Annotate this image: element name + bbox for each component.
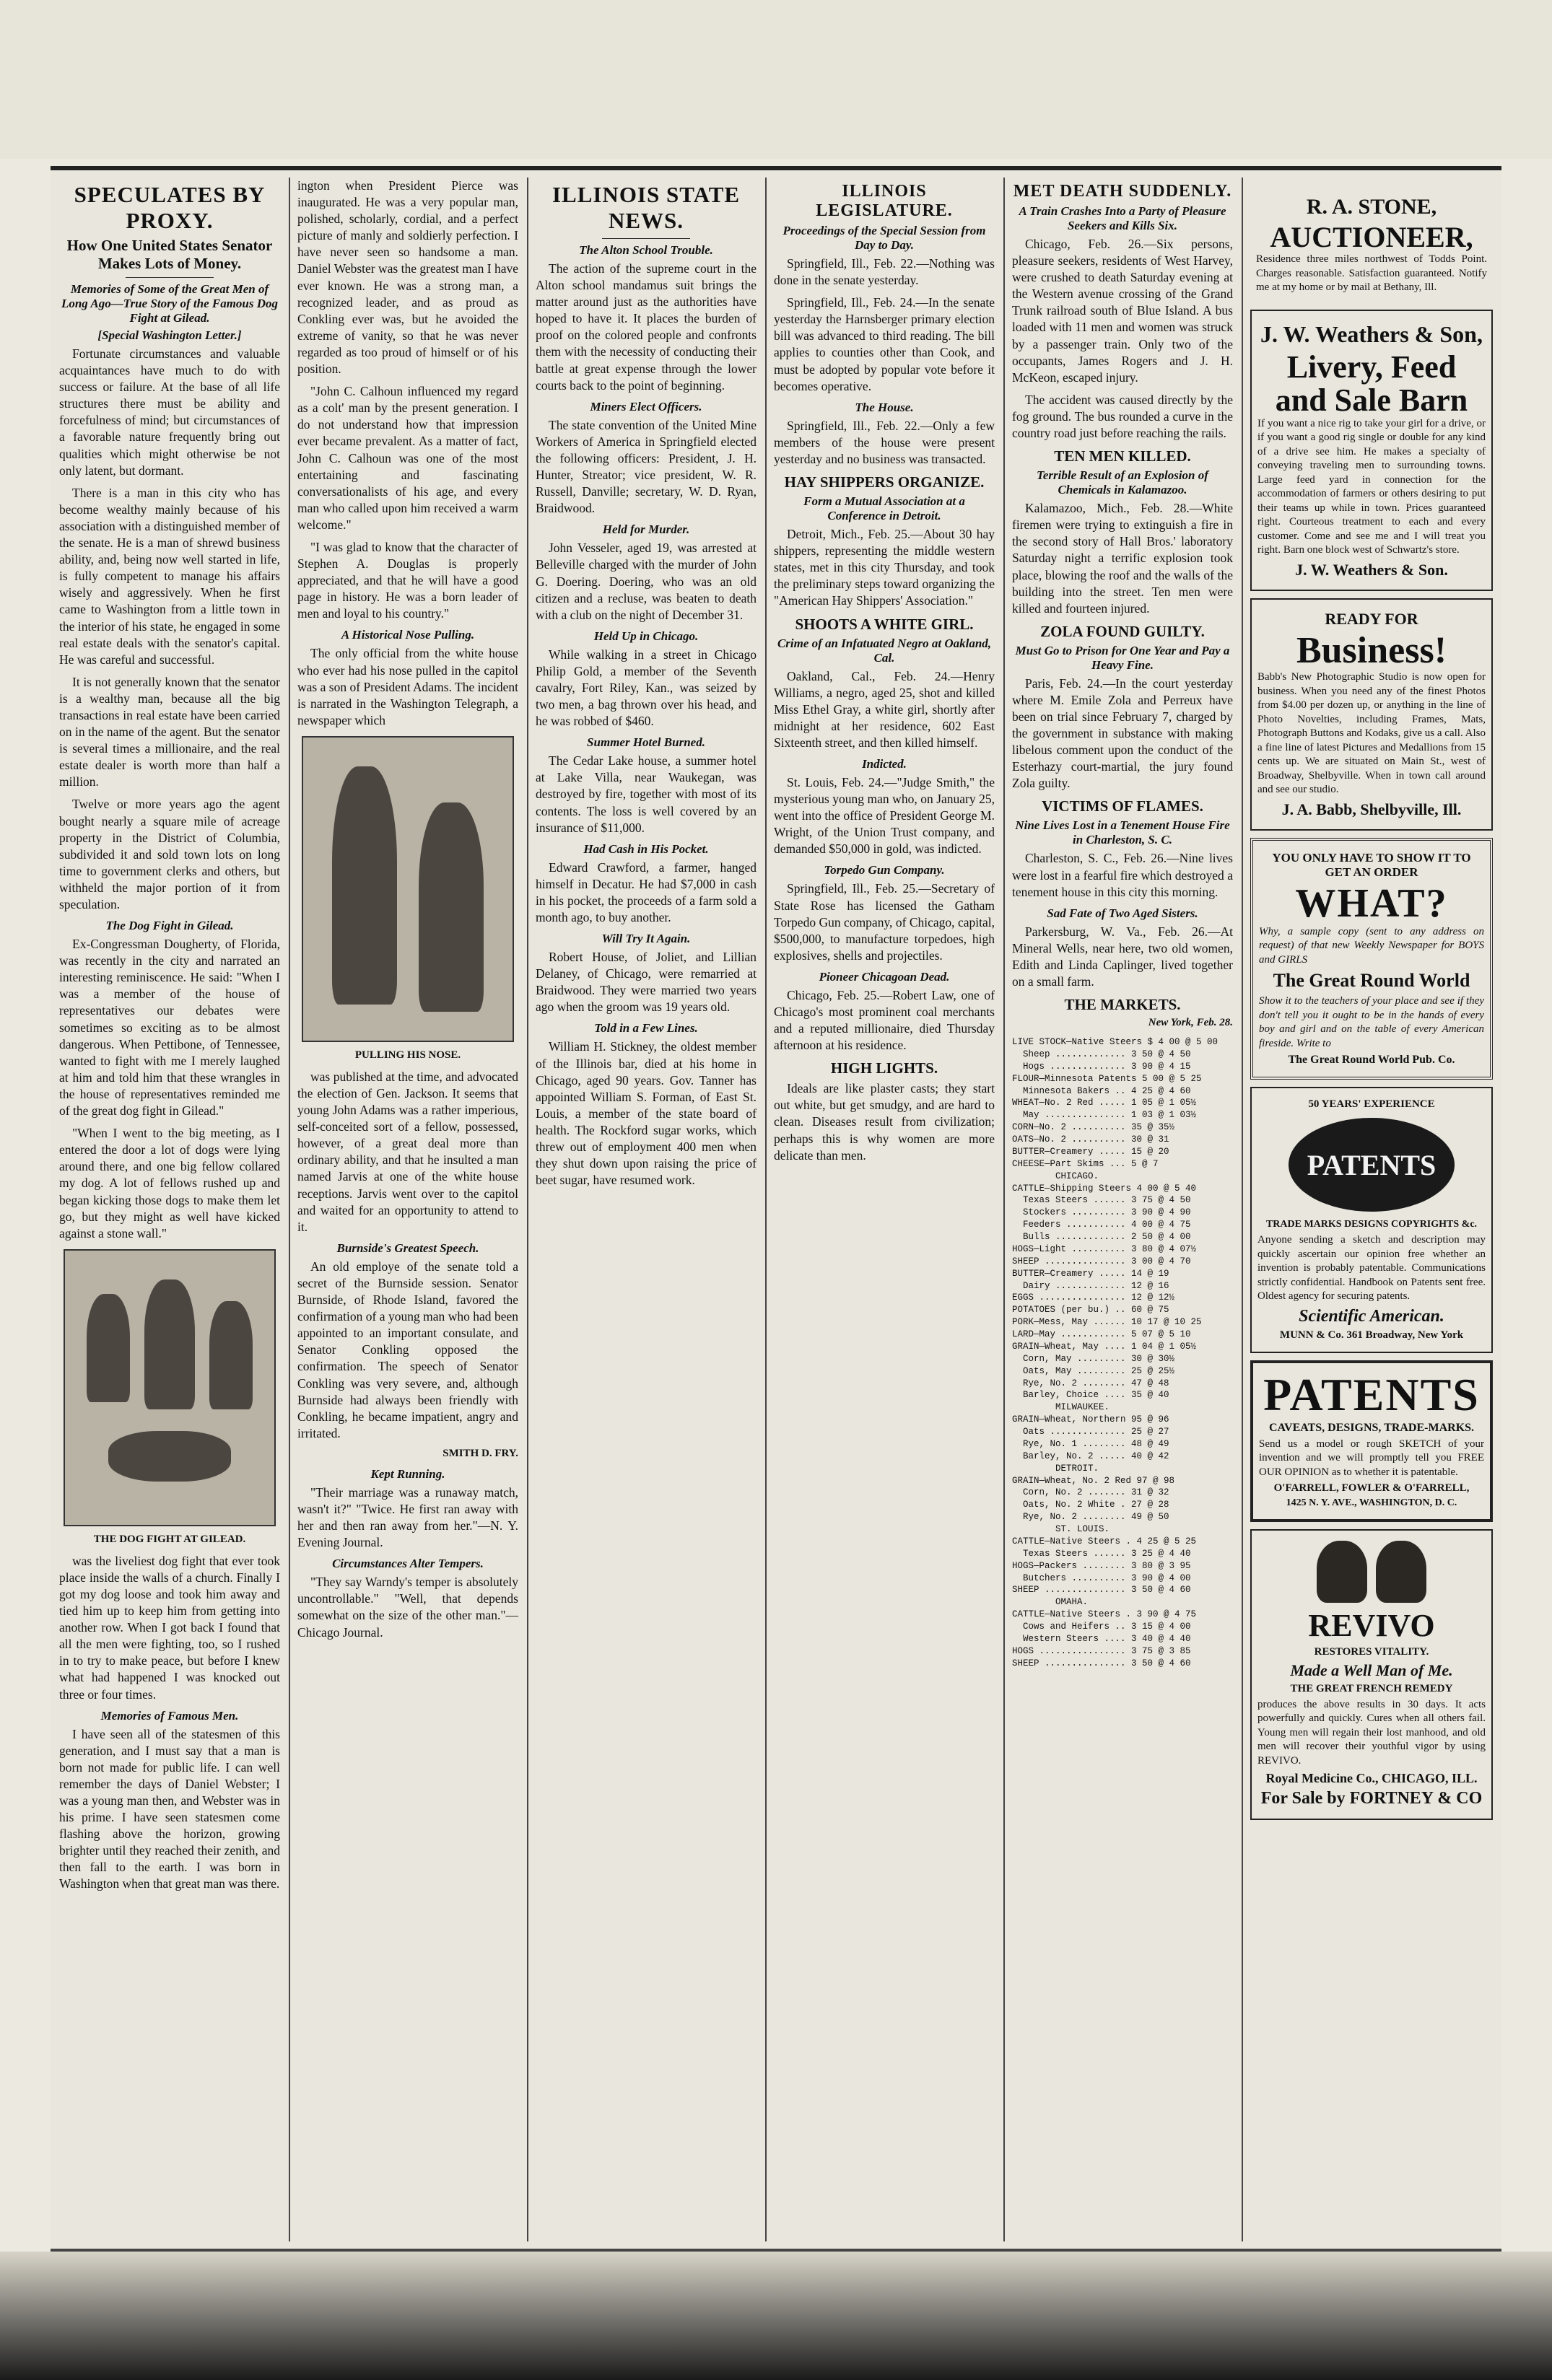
caption: THE DOG FIGHT AT GILEAD. <box>93 1533 246 1545</box>
paragraph: Oakland, Cal., Feb. 24.—Henry Williams, a negro, aged 25, shot and killed Miss Ethel Gray, a white girl, shortly after midnight at her residence, 602 East Sixteenth street, and then killed himself. <box>774 668 995 750</box>
section-head: Will Try It Again. <box>601 932 691 946</box>
headline-legislature: ILLINOIS LEGISLATURE. <box>816 182 953 220</box>
ad-body: Send us a model or rough SKETCH of your invention and we will promptly tell you FREE OUR OPINION as to whether it is patentable. <box>1259 1438 1484 1478</box>
deck: Crime of an Infatuated Negro at Oakland, Cal. <box>777 636 992 665</box>
headline-illinois-news: ILLINOIS STATE NEWS. <box>552 182 741 233</box>
paragraph: was published at the time, and advocated the election of Gen. Jackson. It seems that young John Adams was a rather imperious, self-conceited sort of a fellow, possessed, however, of a great deal more than ordinary ability, and that he insulted a man named Jarvis at one of the white house receptions. Jarvis went over to the capitol and waited for an opportunity to attend to it. <box>297 1069 518 1234</box>
ad-sub: RESTORES VITALITY. <box>1314 1645 1429 1658</box>
ad-sci: Scientific American. <box>1299 1306 1444 1326</box>
ad-body: Residence three miles northwest of Todds Point. Charges reasonable. Satisfaction guaranteed. Notify me at my home or by mail at Bethany, Ill. <box>1256 253 1487 293</box>
section-head: Held for Murder. <box>602 522 690 537</box>
section-head: Kept Running. <box>370 1466 445 1481</box>
ad-title: PATENTS <box>1263 1368 1480 1420</box>
ad-signature: MUNN & Co. 361 Broadway, New York <box>1279 1329 1464 1341</box>
paragraph: Charleston, S. C., Feb. 26.—Nine lives were lost in a fearful fire which destroyed a tenement house in this city this morning. <box>1012 851 1233 899</box>
section-head: VICTIMS OF FLAMES. <box>1042 797 1203 815</box>
paragraph: Edward Crawford, a farmer, hanged himself in Decatur. He had $7,000 in cash in his pocket, the proceeds of a farm sold a month ago, to buy another. <box>536 859 757 924</box>
deck: Must Go to Prison for One Year and Pay a Heavy Fine. <box>1015 643 1230 672</box>
section-head: SHOOTS A WHITE GIRL. <box>795 615 974 633</box>
paragraph: ington when President Pierce was inaugurated. He was a very popular man, polished, scholarly, cordial, and a perfect picture of manly and soldierly perfection. I have never seen so handsome a man. Daniel Webster was the greatest man I have ever known. He was a strong man, a recognized leader, and as proud as Conkling ever was, but he avoided the extreme of vanity, so that he was never regarded as too proud of himself or of his position. <box>297 178 518 377</box>
ad-name: R. A. STONE, <box>1306 195 1437 219</box>
deck: Terrible Result of an Explosion of Chemicals in Kalamazoo. <box>1037 468 1208 497</box>
top-rule <box>51 166 1501 170</box>
ad-body: Why, a sample copy (sent to any address on request) of that new Weekly Newspaper for BOYS and GIRLS <box>1259 925 1484 966</box>
paragraph: was the liveliest dog fight that ever took place inside the walls of a church. Finally I got my dog loose and took him away and tied him up to keep him from getting into another row. When I got back I found that all the men were fighting, too, so I rushed in to try to make peace, but before I knew what had happened I was knocked out three or four times. <box>59 1553 280 1702</box>
deck: Nine Lives Lost in a Tenement House Fire in Charleston, S. C. <box>1015 818 1230 847</box>
ad-signature: J. W. Weathers & Son. <box>1295 560 1448 579</box>
ad-patents-ofarrell <box>1250 1360 1493 1523</box>
markets-date: New York, Feb. 28. <box>1148 1017 1233 1029</box>
ad-address: 1425 N. Y. AVE., WASHINGTON, D. C. <box>1286 1497 1457 1509</box>
ad-body: Anyone sending a sketch and description may quickly ascertain our opinion free whether an invention is probably patentable. Communications strictly confidential. Handbook on Patents sent free. Oldest agency for securing patents. <box>1257 1234 1486 1303</box>
nose-pulling-illustration <box>302 736 514 1042</box>
ad-signature: O'FARRELL, FOWLER & O'FARRELL, <box>1273 1482 1470 1495</box>
ad-revivo <box>1250 1529 1493 1820</box>
ad-body: If you want a nice rig to take your girl for a drive, or if you want a good rig single or double for any kind of a drive see him. He makes a specialty of conveying traveling men to surrounding towns. Large feed yard in connection for the accommodation of farmers or others desiring to put their teams up while in town. Prices guaranteed right. Courteous treatment to each and every customer. Come and see me and I will treat you right. Barn one block west of Schwartz's store. <box>1257 417 1486 556</box>
subhead: How One United States Senator Makes Lots of Money. <box>66 237 273 272</box>
paragraph: I have seen all of the statesmen of this generation, and I must say that a man is born not made for public life. I can well remember the days of Daniel Webster; I was a young man then, and Webster was in his prime. I have seen statesmen come flashing above the horizon, growing brighter until they reached their zenith, and then fall to the earth. I was born in Washington when that great man was there. <box>59 1726 280 1891</box>
column-1 <box>55 178 284 2241</box>
ad-top: YOU ONLY HAVE TO SHOW IT TO GET AN ORDER <box>1272 850 1471 879</box>
ad-patents-munn <box>1250 1087 1493 1353</box>
paragraph: St. Louis, Feb. 24.—"Judge Smith," the mysterious young man who, on January 25, went into the office of President George M. Wright, of the Union Trust company, and demanded $50,000 in gold, was indicted. <box>774 774 995 857</box>
headline-met-death: MET DEATH SUDDENLY. <box>1013 182 1232 201</box>
paragraph: The action of the supreme court in the Alton school mandamus suit brings the matter around just as the authorities have hoped to have it. It places the burden of proof on the colored people and confronts them with the necessity of conducting their battle at great expense through the lower courts back to the point of beginning. <box>536 261 757 393</box>
ad-tagline: Made a Well Man of Me. <box>1290 1661 1453 1679</box>
section-head: HIGH LIGHTS. <box>830 1059 938 1077</box>
section-head: Miners Elect Officers. <box>590 399 702 414</box>
paragraph: The state convention of the United Mine Workers of America in Springfield elected the following officers: President, J. H. Hunter, Streator; vice president, W. R. Russell, Danville; secretary, W. D. Ryan, Braidwood. <box>536 417 757 516</box>
scan-margin-top <box>0 0 1552 159</box>
column-ads <box>1246 178 1497 2241</box>
ad-title: PATENTS <box>1289 1118 1455 1212</box>
section-head: HAY SHIPPERS ORGANIZE. <box>784 473 985 491</box>
paragraph: An old employe of the senate told a secret of the Burnside session. Senator Burnside, of Rhode Island, favored the confirmation of a young man who had been appointed to an important consulate, and Senator Conkling opposed the confirmation. The speech of Senator Conkling was very severe, and, although Burnside had always been friendly with Conkling, he became impatient, angry and irritated. <box>297 1259 518 1440</box>
section-head: Summer Hotel Burned. <box>587 735 705 750</box>
ad-body: Show it to the teachers of your place and see if they don't tell you it ought to be in the hands of every boy and girl and on the table of every American fireside. Write to <box>1259 995 1484 1049</box>
paragraph: Chicago, Feb. 26.—Six persons, pleasure seekers, residents of West Harvey, were crushed to death Saturday evening at the Western avenue crossing of the Grand Trunk railroad south of Blue Island. A bus loaded with 11 men and women was struck by a passenger train. Only two of the occupants, James Rogers and J. H. McKeon, escaped injury. <box>1012 237 1233 385</box>
paragraph: Paris, Feb. 24.—In the court yesterday where M. Emile Zola and Perreux have been on trial since February 7, charged by the government in substance with making libelous comment upon the conduct of the Esterhazy court-martial, the jury found Zola guilty. <box>1012 675 1233 791</box>
paragraph: Springfield, Ill., Feb. 25.—Secretary of State Rose has licensed the Gatham Torpedo Gun company, of Chicago, capital, $500,000, to manufacture torpedoes, high explosives, shells and projectiles. <box>774 881 995 963</box>
markets-table: LIVE STOCK—Native Steers $ 4 00 @ 5 00 Sheep ............. 3 50 @ 4 50 Hogs .............. 3 90 @ 4 15 FLOUR—Minnesota Patents 5 00 @ 5 25 Minnesota Bakers .. 4 25 @ 4 60 WHEAT—No. 2 Red ..... 1 05 @ 1 05½ May ............... 1 03 @ 1 03½ CORN—No. 2 .......... 35 @ 35½ OATS—No. 2 .......... 30 @ 31 BUTTER—Creamery ..... 15 @ 20 CHEESE—Part Skims ... 5 @ 7 CHICAGO. CATTLE—Shipping Steers 4 00 @ 5 40 Texas Steers ...... 3 75 @ 4 50 Stockers .......... 3 90 @ 4 90 Feeders ........... 4 00 @ 4 75 Bulls ............. 2 50 @ 4 00 HOGS—Light .......... 3 80 @ 4 07½ SHEEP ............... 3 00 @ 4 70 BUTTER—Creamery ..... 14 @ 19 Dairy ............. 12 @ 16 EGGS ................ 12 @ 12½ POTATOES (per bu.) .. 60 @ 75 PORK—Mess, May ...... 10 17 @ 10 25 LARD—May ............ 5 07 @ 5 10 GRAIN—Wheat, May .... 1 04 @ 1 05½ Corn, May ......... 30 @ 30½ Oats, May ......... 25 @ 25½ Rye, No. 2 ........ 47 @ 48 Barley, Choice .... 35 @ 40 MILWAUKEE. GRAIN—Wheat, Northern 95 @ 96 Oats .............. 25 @ 27 Rye, No. 1 ........ 48 @ 49 Barley, No. 2 ..... 40 @ 42 DETROIT. GRAIN—Wheat, No. 2 Red 97 @ 98 Corn, No. 2 ....... 31 @ 32 Oats, No. 2 White . 27 @ 28 Rye, No. 2 ........ 49 @ 50 ST. LOUIS. CATTLE—Native Steers . 4 25 @ 5 25 Texas Steers ...... 3 25 @ 4 40 HOGS—Packers ........ 3 80 @ 3 95 Butchers .......... 3 90 @ 4 00 SHEEP ............... 3 50 @ 4 60 OMAHA. CATTLE—Native Steers . 3 90 @ 4 75 Cows and Heifers .. 3 15 @ 4 00 Western Steers .... 3 40 @ 4 40 HOGS ................ 3 75 @ 3 85 SHEEP ............... 3 50 @ 4 60 <box>1012 1037 1219 1668</box>
paragraph: The Cedar Lake house, a summer hotel at Lake Villa, near Waukegan, was destroyed by fire, together with most of its contents. The loss is well covered by an insurance of $11,000. <box>536 753 757 835</box>
ad-body: Babb's New Photographic Studio is now open for business. When you need any of the finest Photos from $4.00 per dozen up, or anything in the line of Photo Novelties, including Frames, Mats, Photograph Buttons and Kodaks, give us a call. Also a fine line of latest Pictures and Medallions from 15 cents up. We are situated on Main St., west of Broadway, Shelbyville. When in town call around and see our studio. <box>1257 671 1486 796</box>
section-head: Told in a Few Lines. <box>594 1021 698 1036</box>
ad-great-round-world <box>1250 838 1493 1080</box>
paragraph: "They say Warndy's temper is absolutely uncontrollable." "Well, that depends somewhat on the size of the other man."—Chicago Journal. <box>297 1575 518 1640</box>
section-head: Pioneer Chicagoan Dead. <box>819 969 950 984</box>
paragraph: Fortunate circumstances and valuable acquaintances have much to do with success or failure. At the base of all life structures there must be ability and forcefulness of mind; but circumstances of a favorable nature frequently bring out qualities which might otherwise be not only latent, but dormant. <box>59 346 280 478</box>
newspaper-page <box>51 166 1501 2252</box>
ad-paper-name: The Great Round World <box>1273 970 1470 992</box>
signature: SMITH D. FRY. <box>443 1447 518 1459</box>
paragraph: While walking in a street in Chicago Philip Gold, a member of the Seventh cavalry, Fort Riley, Kan., was seized by two men, a bag thrown over his head, and he was robbed of $460. <box>536 647 757 729</box>
section-head: TEN MEN KILLED. <box>1054 447 1191 465</box>
paragraph: Ideals are like plaster casts; they start out white, but get smudgy, and are hard to clean. Diseases result from civilization; perhaps this is why women are more delicate than men. <box>774 1081 995 1163</box>
section-head: Burnside's Greatest Speech. <box>336 1241 479 1255</box>
section-head: Indicted. <box>862 756 907 771</box>
ad-body: produces the above results in 30 days. It acts powerfully and quickly. Cures when all others fail. Young men will regain their lost manhood, and old men will recover their youthful vigor by using REVIVO. <box>1257 1698 1486 1767</box>
ad-top: READY FOR <box>1325 609 1418 628</box>
ad-marks: TRADE MARKS DESIGNS COPYRIGHTS &c. <box>1265 1219 1478 1230</box>
section-head: The Alton School Trouble. <box>579 243 713 257</box>
ad-livery <box>1250 310 1493 591</box>
ad-name: J. W. Weathers & Son, <box>1260 320 1483 347</box>
paragraph: John Vesseler, aged 19, was arrested at Belleville charged with the murder of John G. Doering. Doering, who was an old citizen and a recluse, was beaten to death with a club on the night of December 31. <box>536 541 757 622</box>
column-2 <box>293 178 523 2241</box>
deck: Form a Mutual Association at a Conference in Detroit. <box>803 494 965 523</box>
markets-head: THE MARKETS. <box>1064 996 1181 1014</box>
paragraph: "John C. Calhoun influenced my regard as a colt' man by the present generation. I do not understand how that impression ever became prevalent. As a matter of fact, John C. Calhoun was one of the most entertaining and fascinating conversationalists of his age, and every man who called upon him received a warm welcome." <box>297 384 518 532</box>
paragraph: It is not generally known that the senator is a wealthy man, because all the big transactions in real estate have been carried on in the name of the agent. But the senator is several times a millionaire, and the real estate dealer is worth more than half a million. <box>59 674 280 789</box>
ad-sub: CAVEATS, DESIGNS, TRADE-MARKS. <box>1268 1421 1475 1434</box>
paragraph: Robert House, of Joliet, and Lillian Delaney, of Chicago, were remarried at Braidwood. They were married two years ago when the groom was 19 years old. <box>536 950 757 1015</box>
ad-title: REVIVO <box>1308 1608 1435 1644</box>
section-head: The House. <box>855 400 914 414</box>
section-head: A Historical Nose Pulling. <box>341 628 475 642</box>
paragraph: There is a man in this city who has become wealthy mainly because of his association with a distinguished member of the senate. He is a man of shrewd business ability, and, being now well started in life, is fully competent to manage his affairs wisely and aggressively. When he first came to Washington from a little town in the interior of his state, he engaged in some real estate deals with the senator's capital. He was careful and successful. <box>59 485 280 667</box>
column-5 <box>1008 178 1237 2241</box>
section-head: Circumstances Alter Tempers. <box>332 1557 484 1571</box>
paragraph: William H. Stickney, the oldest member of the Illinois bar, died at his home in Chicago, aged 90 years. Gov. Tanner has appointed William S. Forman, of East St. Louis, a member of the state board of health. The Rockford sugar works, which threw out of employment 400 men when they shut down upon raising the price of beet sugar, have resumed work. <box>536 1039 757 1188</box>
paragraph: Ex-Congressman Dougherty, of Florida, was recently in the city and narrated an interesting reminiscence. He said: "When I was a member of the house of representatives our debates were sometimes so exciting as to be almost dangerous. When Pettibone, of Tennessee, wanted to fight with me I merely laughed at him and told him that these wrangles in the house of representatives reminded me of the great dog fight in Gilead." <box>59 937 280 1119</box>
ad-top: 50 YEARS' EXPERIENCE <box>1308 1098 1435 1111</box>
paragraph: Twelve or more years ago the agent bought nearly a square mile of acreage property in the District of Columbia, subdivided it and sold town lots on long time to government clerks and others, but withheld the major portion of it from speculation. <box>59 797 280 911</box>
dateline: [Special Washington Letter.] <box>97 328 242 342</box>
paragraph: The only official from the white house who ever had his nose pulled in the capitol was a son of President Adams. The incident is narrated in the Washington Telegraph, a newspaper which <box>297 646 518 727</box>
deck: Memories of Some of the Great Men of Long Ago—True Story of the Famous Dog Fight at Gilead. <box>61 282 279 325</box>
dog-fight-illustration <box>64 1249 276 1526</box>
ad-auctioneer <box>1250 185 1493 302</box>
ad-signature: The Great Round World Pub. Co. <box>1288 1054 1455 1067</box>
paragraph: The accident was caused directly by the fog ground. The bus rounded a curve in the country road just before reaching the rails. <box>1012 392 1233 441</box>
ad-remedy: THE GREAT FRENCH REMEDY <box>1290 1682 1453 1694</box>
paragraph: "I was glad to know that the character of Stephen A. Douglas is properly appreciated, and that he will have a good page in history. He was a born leader of men and loyal to his country." <box>297 539 518 621</box>
section-head: Torpedo Gun Company. <box>824 863 945 878</box>
paragraph: "When I went to the big meeting, as I entered the door a lot of dogs were lying around there, and one big fellow collared my dog. A lot of fellows rushed up and began kicking those dogs to make them let go, but they might as well have kicked against a stone wall." <box>59 1126 280 1241</box>
caption: PULLING HIS NOSE. <box>354 1049 461 1061</box>
paragraph: Detroit, Mich., Feb. 25.—About 30 hay shippers, representing the middle western states, met in this city Thursday, and took the preliminary steps toward organizing the "American Hay Shippers' Association." <box>774 527 995 608</box>
section-head: The Dog Fight in Gilead. <box>105 919 234 933</box>
section-head: Sad Fate of Two Aged Sisters. <box>1047 906 1198 920</box>
ad-photo-studio <box>1250 598 1493 831</box>
ad-title: Livery, Feed and Sale Barn <box>1275 349 1468 418</box>
paragraph: Springfield, Ill., Feb. 22.—Only a few members of the house were present yesterday and no business was transacted. <box>774 418 995 466</box>
paragraph: Chicago, Feb. 25.—Robert Law, one of Chicago's most prominent coal merchants and a reputed millionaire, died Thursday afternoon at his residence. <box>774 987 995 1053</box>
paragraph: Springfield, Ill., Feb. 24.—In the senate yesterday the Harnsberger primary election bill was advanced to third reading. The bill applies to counties other than Cook, and must be adopted by popular vote before it becomes operative. <box>774 295 995 393</box>
deck: Proceedings of the Special Session from Day to Day. <box>782 224 986 252</box>
headline-speculates: SPECULATES BY PROXY. <box>74 182 266 233</box>
paragraph: "Their marriage was a runaway match, wasn't it?" "Twice. He first ran away with her and then ran away from her."—N. Y. Evening Journal. <box>297 1484 518 1550</box>
column-4 <box>770 178 999 2241</box>
section-head: Had Cash in His Pocket. <box>583 841 709 856</box>
ad-title: WHAT? <box>1295 880 1448 926</box>
section-head: Memories of Famous Men. <box>100 1708 239 1723</box>
column-3 <box>531 178 761 2241</box>
ad-signature: J. A. Babb, Shelbyville, Ill. <box>1281 800 1462 818</box>
section-head: ZOLA FOUND GUILTY. <box>1040 622 1205 640</box>
section-head: Held Up in Chicago. <box>593 629 699 643</box>
paragraph: Springfield, Ill., Feb. 22.—Nothing was done in the senate yesterday. <box>774 256 995 288</box>
paragraph: Parkersburg, W. Va., Feb. 26.—At Mineral Wells, near here, two old women, Edith and Linda Caplinger, lived together on a small farm. <box>1012 924 1233 989</box>
paragraph: Kalamazoo, Mich., Feb. 28.—White firemen were trying to extinguish a fire in the second story of Hall Bros.' laboratory Saturday night a terrific explosion took place, blowing the roof and the walls of the building into the street. Ten men were killed and fourteen injured. <box>1012 501 1233 616</box>
ad-title: AUCTIONEER, <box>1270 221 1473 253</box>
scan-margin-bottom <box>0 2252 1552 2380</box>
deck: A Train Crashes Into a Party of Pleasure Seekers and Kills Six. <box>1019 204 1226 232</box>
ad-sale: For Sale by FORTNEY & CO <box>1260 1789 1483 1808</box>
ad-title: Business! <box>1296 629 1447 671</box>
ad-signature: Royal Medicine Co., CHICAGO, ILL. <box>1265 1771 1478 1786</box>
